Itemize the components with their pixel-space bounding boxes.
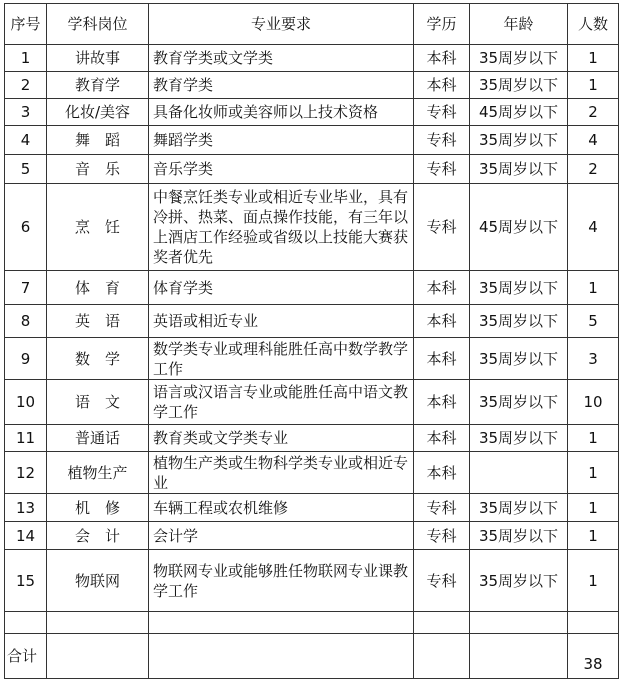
cell-subject: 舞 蹈 xyxy=(47,126,149,155)
cell-subject: 化妆/美容 xyxy=(47,99,149,126)
total-count: 38 xyxy=(568,634,619,679)
cell-education: 本科 xyxy=(414,452,470,494)
cell-count: 1 xyxy=(568,452,619,494)
cell-education: 本科 xyxy=(414,72,470,99)
cell-index: 15 xyxy=(5,550,47,612)
table-row xyxy=(5,550,619,612)
cell-requirement: 教育类或文学类专业 xyxy=(149,425,414,452)
cell-age: 35周岁以下 xyxy=(470,155,568,184)
table-row xyxy=(5,184,619,271)
cell-count: 1 xyxy=(568,494,619,522)
header-age: 年龄 xyxy=(470,4,568,45)
cell-count: 4 xyxy=(568,126,619,155)
cell-education: 专科 xyxy=(414,126,470,155)
cell-requirement: 音乐学类 xyxy=(149,155,414,184)
cell-requirement: 物联网专业或能够胜任物联网专业课教学工作 xyxy=(149,550,414,612)
cell-requirement: 教育学类或文学类 xyxy=(149,45,414,72)
blank-cell xyxy=(149,612,414,634)
cell-subject: 英 语 xyxy=(47,305,149,338)
cell-age: 45周岁以下 xyxy=(470,99,568,126)
cell-requirement: 具备化妆师或美容师以上技术资格 xyxy=(149,99,414,126)
cell-age: 35周岁以下 xyxy=(470,425,568,452)
cell-requirement: 植物生产类或生物科学类专业或相近专业 xyxy=(149,452,414,494)
table-row xyxy=(5,45,619,72)
table-total-row xyxy=(5,634,619,679)
cell-education: 本科 xyxy=(414,45,470,72)
cell-education: 本科 xyxy=(414,271,470,305)
header-education: 学历 xyxy=(414,4,470,45)
table-row xyxy=(5,305,619,338)
cell-requirement: 语言或汉语言专业或能胜任高中语文教学工作 xyxy=(149,380,414,425)
cell-subject: 教育学 xyxy=(47,72,149,99)
cell-requirement: 舞蹈学类 xyxy=(149,126,414,155)
total-empty-cell xyxy=(414,634,470,679)
cell-age: 35周岁以下 xyxy=(470,380,568,425)
cell-index: 11 xyxy=(5,425,47,452)
cell-education: 本科 xyxy=(414,425,470,452)
cell-age: 35周岁以下 xyxy=(470,522,568,550)
total-label: 合计 xyxy=(5,634,47,679)
blank-cell xyxy=(568,612,619,634)
header-index: 序号 xyxy=(5,4,47,45)
cell-index: 1 xyxy=(5,45,47,72)
header-requirement: 专业要求 xyxy=(149,4,414,45)
recruitment-table xyxy=(4,3,619,679)
table-row xyxy=(5,271,619,305)
header-count: 人数 xyxy=(568,4,619,45)
cell-education: 专科 xyxy=(414,99,470,126)
cell-count: 3 xyxy=(568,338,619,380)
cell-subject: 烹 饪 xyxy=(47,184,149,271)
table-row xyxy=(5,99,619,126)
cell-education: 专科 xyxy=(414,494,470,522)
cell-age: 35周岁以下 xyxy=(470,45,568,72)
table-row xyxy=(5,126,619,155)
cell-requirement: 车辆工程或农机维修 xyxy=(149,494,414,522)
cell-education: 专科 xyxy=(414,184,470,271)
cell-subject: 机 修 xyxy=(47,494,149,522)
cell-subject: 音 乐 xyxy=(47,155,149,184)
cell-count: 1 xyxy=(568,45,619,72)
cell-age: 35周岁以下 xyxy=(470,72,568,99)
cell-count: 1 xyxy=(568,271,619,305)
cell-index: 14 xyxy=(5,522,47,550)
cell-subject: 语 文 xyxy=(47,380,149,425)
cell-education: 本科 xyxy=(414,338,470,380)
cell-count: 4 xyxy=(568,184,619,271)
cell-age: 35周岁以下 xyxy=(470,271,568,305)
recruitment-table-container xyxy=(4,3,619,679)
cell-age xyxy=(470,452,568,494)
cell-subject: 会 计 xyxy=(47,522,149,550)
cell-age: 45周岁以下 xyxy=(470,184,568,271)
cell-index: 8 xyxy=(5,305,47,338)
cell-index: 4 xyxy=(5,126,47,155)
cell-requirement: 英语或相近专业 xyxy=(149,305,414,338)
cell-age: 35周岁以下 xyxy=(470,550,568,612)
cell-education: 专科 xyxy=(414,155,470,184)
cell-age: 35周岁以下 xyxy=(470,305,568,338)
cell-education: 本科 xyxy=(414,380,470,425)
cell-count: 10 xyxy=(568,380,619,425)
cell-subject: 普通话 xyxy=(47,425,149,452)
table-row xyxy=(5,522,619,550)
cell-index: 5 xyxy=(5,155,47,184)
cell-requirement: 会计学 xyxy=(149,522,414,550)
cell-index: 13 xyxy=(5,494,47,522)
total-empty-cell xyxy=(47,634,149,679)
blank-cell xyxy=(470,612,568,634)
cell-count: 1 xyxy=(568,72,619,99)
cell-requirement: 数学类专业或理科能胜任高中数学教学工作 xyxy=(149,338,414,380)
cell-age: 35周岁以下 xyxy=(470,126,568,155)
cell-index: 9 xyxy=(5,338,47,380)
cell-subject: 数 学 xyxy=(47,338,149,380)
cell-age: 35周岁以下 xyxy=(470,494,568,522)
cell-subject: 植物生产 xyxy=(47,452,149,494)
table-row xyxy=(5,155,619,184)
cell-index: 10 xyxy=(5,380,47,425)
cell-count: 1 xyxy=(568,522,619,550)
cell-requirement: 中餐烹饪类专业或相近专业毕业，具有冷拼、热菜、面点操作技能，有三年以上酒店工作经验或省级以上技能大赛获奖者优先 xyxy=(149,184,414,271)
cell-subject: 讲故事 xyxy=(47,45,149,72)
table-row xyxy=(5,425,619,452)
cell-subject: 体 育 xyxy=(47,271,149,305)
cell-index: 2 xyxy=(5,72,47,99)
cell-education: 专科 xyxy=(414,522,470,550)
table-row xyxy=(5,452,619,494)
cell-count: 1 xyxy=(568,550,619,612)
cell-count: 1 xyxy=(568,425,619,452)
table-header-row xyxy=(5,4,619,45)
blank-cell xyxy=(47,612,149,634)
cell-subject: 物联网 xyxy=(47,550,149,612)
cell-count: 2 xyxy=(568,99,619,126)
table-row xyxy=(5,380,619,425)
cell-education: 专科 xyxy=(414,550,470,612)
blank-cell xyxy=(414,612,470,634)
cell-index: 7 xyxy=(5,271,47,305)
total-empty-cell xyxy=(149,634,414,679)
table-row xyxy=(5,494,619,522)
cell-age: 35周岁以下 xyxy=(470,338,568,380)
table-row xyxy=(5,338,619,380)
table-row-blank xyxy=(5,612,619,634)
cell-count: 5 xyxy=(568,305,619,338)
cell-count: 2 xyxy=(568,155,619,184)
total-empty-cell xyxy=(470,634,568,679)
blank-cell xyxy=(5,612,47,634)
cell-requirement: 教育学类 xyxy=(149,72,414,99)
header-subject: 学科岗位 xyxy=(47,4,149,45)
cell-education: 本科 xyxy=(414,305,470,338)
table-row xyxy=(5,72,619,99)
cell-index: 3 xyxy=(5,99,47,126)
cell-requirement: 体育学类 xyxy=(149,271,414,305)
cell-index: 6 xyxy=(5,184,47,271)
cell-index: 12 xyxy=(5,452,47,494)
